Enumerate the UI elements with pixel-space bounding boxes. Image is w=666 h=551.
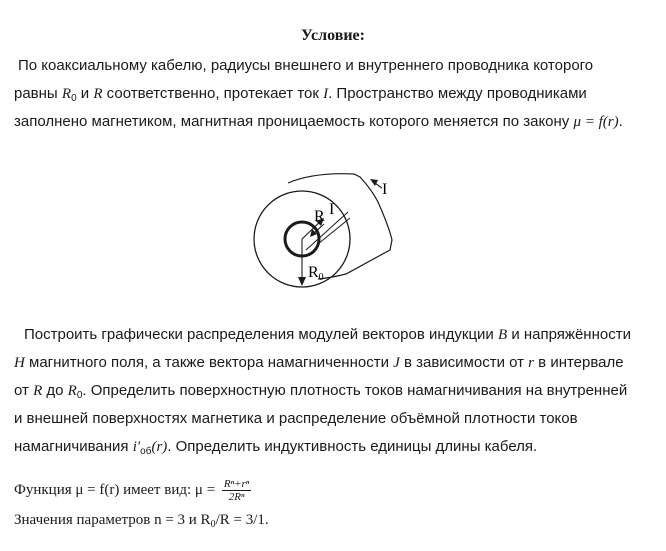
statement-line-3: заполнено магнетиком, магнитная проницаемость которого меняется по закону μ = f(r). [14, 113, 623, 130]
mu-law: μ = f(r) [573, 114, 619, 130]
task-line-3: от R до $R_0$. Определить поверхностную плотность токов намагничивания на внутренней [14, 382, 628, 401]
statement-line-1: По коаксиальному кабелю, радиусы внешнего и внутреннего проводника которого [18, 57, 594, 74]
label-I-outer: I [382, 181, 388, 198]
statement-line-2: равны $R_0$ и R соответственно, протекает ток I. Пространство между проводниками [14, 85, 587, 104]
task-line-4: и внешней поверхностях магнетика и распределение объёмной плотности токов [14, 410, 578, 427]
function-formula: Функция μ = f(r) имеет вид: μ = $\frac{\text{Rⁿ+rⁿ}}{\text{2Rⁿ}}$ [14, 478, 250, 503]
label-R: R [314, 208, 325, 225]
mu-fraction: $\frac{\text{Rⁿ+rⁿ}}{\text{2Rⁿ}}$ [223, 478, 250, 503]
label-I-inner: I [329, 201, 335, 218]
label-R0: R0 [308, 264, 324, 283]
task-line-2: H магнитного поля, а также вектора намагниченности J в зависимости от r в интервале [14, 354, 624, 371]
coaxial-cable-diagram [244, 172, 394, 297]
problem-statement [14, 52, 654, 136]
condition-title: Условие: [301, 27, 365, 44]
task-line-1: Построить графически распределения модулей векторов индукции B и напряжённости [24, 326, 631, 343]
radius-R0-arrowhead [298, 277, 306, 286]
parameter-values: Значения параметров n = 3 и $R_0/R = 3/1$. [14, 512, 269, 530]
task-statement [14, 321, 654, 461]
task-line-5: намагничивания $i'_{об}(r)$. Определить индуктивность единицы длины кабеля. [14, 438, 538, 457]
